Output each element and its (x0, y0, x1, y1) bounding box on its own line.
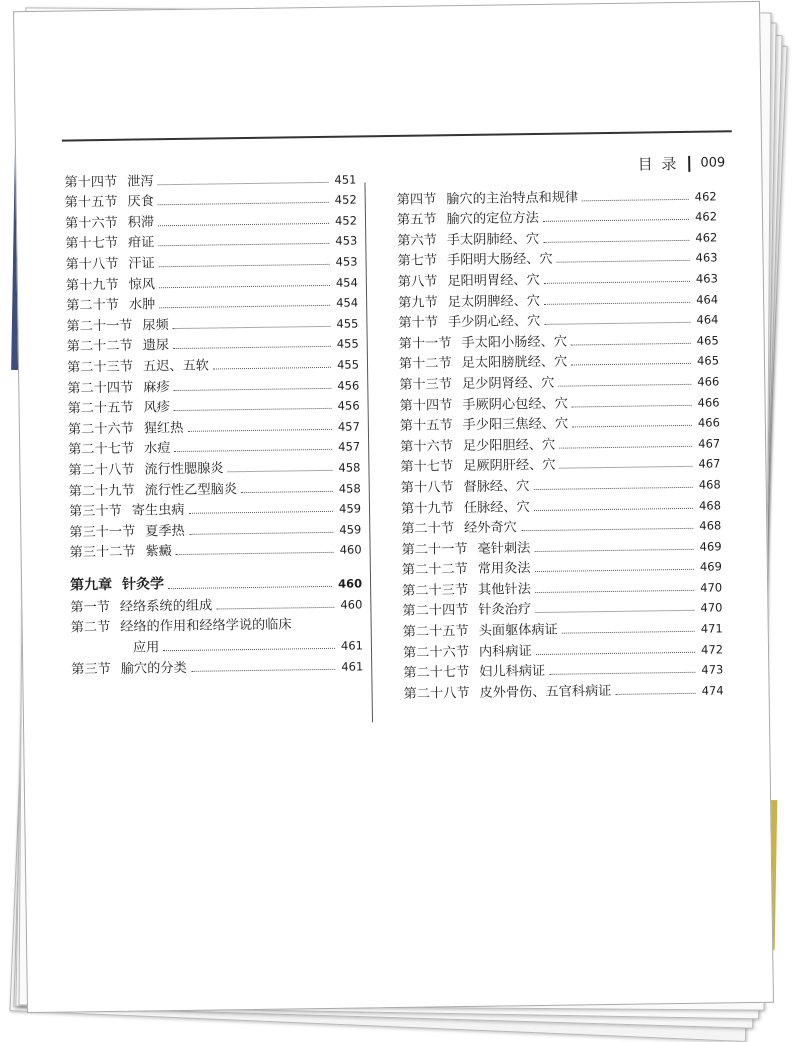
section-title: 头面躯体病证 (478, 622, 558, 639)
section-page: 459 (339, 522, 362, 537)
section-number: 第三十节 (68, 503, 122, 520)
section-title: 足阳明胃经、穴 (447, 272, 540, 290)
section-page: 472 (700, 642, 724, 657)
section-number: 第一节 (70, 599, 111, 616)
leader-dots (582, 198, 689, 200)
section-title: 毫针刺法 (477, 540, 531, 557)
section-number: 第二十九节 (68, 483, 135, 500)
section-number: 第十四节 (399, 397, 453, 414)
section-number: 第十三节 (399, 377, 453, 393)
section-title: 皮外骨伤、五官科病证 (479, 683, 612, 701)
section-page: 462 (694, 209, 718, 224)
section-title: 妇儿科病证 (479, 664, 546, 681)
section-page: 458 (338, 480, 361, 496)
section-page: 474 (701, 683, 724, 698)
section-title: 常用灸法 (477, 561, 531, 578)
leader-dots (173, 326, 331, 329)
section-number: 第二十二节 (66, 338, 133, 355)
section-title: 腧穴的定位方法 (446, 211, 539, 228)
toc-entry (69, 536, 361, 561)
section-number: 第二节 (70, 620, 111, 636)
section-page: 464 (696, 312, 719, 327)
section-title: 任脉经、穴 (463, 499, 530, 516)
section-title: 水痘 (144, 441, 171, 457)
section-title: 经络系统的组成 (119, 598, 213, 615)
leader-dots (571, 363, 691, 366)
section-number: 第二十六节 (67, 421, 134, 438)
section-page: 460 (339, 542, 362, 558)
toc-right-column (397, 182, 724, 701)
section-page: 465 (696, 353, 720, 369)
leader-dots (571, 343, 691, 346)
leader-dots (159, 305, 330, 308)
header-title: 目 录 (637, 154, 679, 174)
leader-dots (187, 429, 332, 432)
leader-dots (158, 223, 329, 226)
section-number: 第五节 (396, 212, 437, 229)
section-page: 463 (695, 250, 718, 266)
section-page: 467 (698, 456, 721, 472)
leader-dots (559, 446, 692, 449)
section-page: 454 (335, 275, 358, 290)
leader-dots (562, 631, 695, 634)
section-number: 第二十三节 (66, 359, 134, 376)
section-title: 内科病证 (478, 643, 532, 660)
section-number: 第八节 (397, 274, 438, 290)
section-number: 第十六节 (400, 438, 454, 455)
section-number: 第十四节 (64, 174, 118, 191)
section-number: 第三十一节 (69, 524, 136, 541)
leader-dots (174, 408, 332, 411)
section-number: 第二十四节 (67, 380, 134, 397)
section-title: 足太阴脾经、穴 (447, 293, 541, 310)
chapter-number: 第九章 (69, 577, 113, 594)
section-page: 455 (336, 336, 359, 352)
leader-dots (174, 387, 332, 390)
leader-dots (175, 449, 333, 452)
section-title: 水肿 (128, 297, 156, 313)
section-page: 452 (334, 213, 358, 228)
leader-dots (521, 528, 694, 531)
leader-dots (216, 607, 334, 610)
leader-dots (228, 470, 333, 472)
section-number: 第二十七节 (68, 441, 135, 458)
toc-left-column (64, 165, 363, 677)
section-number: 第二十五节 (67, 400, 134, 417)
section-title-continuation: 应用 (132, 640, 160, 656)
section-title: 惊风 (128, 276, 156, 293)
section-title: 经络的作用和经络学说的临床 (120, 617, 292, 636)
leader-dots (549, 672, 695, 675)
section-page: 468 (698, 497, 722, 513)
section-page: 460 (340, 597, 363, 612)
section-title: 尿频 (142, 317, 169, 334)
leader-dots (213, 367, 331, 370)
section-title: 遗尿 (142, 338, 170, 354)
leader-dots (163, 648, 335, 651)
section-title: 腧穴的分类 (120, 660, 187, 677)
section-title: 手阳明大肠经、穴 (447, 252, 553, 269)
section-page: 466 (697, 415, 720, 430)
section-page: 457 (337, 419, 360, 434)
leader-dots (159, 264, 330, 267)
section-page: 455 (336, 316, 359, 331)
leader-dots (176, 552, 334, 555)
section-title: 汗证 (128, 256, 155, 272)
leader-dots (534, 549, 693, 552)
header-page-number: 009 (700, 155, 726, 171)
leader-dots (544, 322, 690, 325)
leader-dots (572, 404, 692, 407)
toc-entry (71, 653, 363, 678)
leader-dots (544, 301, 690, 304)
leader-dots (557, 260, 690, 263)
section-title: 足少阳胆经、穴 (462, 437, 556, 454)
section-number: 第二十三节 (402, 582, 469, 599)
section-number: 第二十一节 (401, 541, 468, 558)
section-title: 积滞 (127, 215, 155, 231)
leader-dots (572, 425, 692, 428)
section-title: 足厥阴肝经、穴 (463, 458, 556, 475)
section-page: 456 (337, 377, 360, 393)
section-number: 第六节 (397, 233, 437, 249)
section-number: 第十五节 (399, 418, 453, 435)
leader-dots (535, 610, 694, 613)
section-page: 461 (341, 659, 364, 674)
leader-dots (543, 240, 689, 243)
section-title: 其他针法 (478, 581, 531, 598)
leader-dots (536, 651, 695, 654)
section-number: 第十节 (398, 315, 439, 332)
section-page: 471 (700, 621, 723, 636)
page-header (637, 152, 725, 174)
section-page: 470 (700, 600, 723, 616)
section-page: 465 (696, 333, 719, 348)
section-page: 462 (695, 230, 718, 245)
section-number: 第九节 (398, 294, 438, 311)
section-number: 第二十八节 (68, 462, 135, 479)
section-title: 腧穴的主治特点和规律 (446, 189, 579, 207)
section-number: 第二十一节 (66, 318, 133, 335)
section-number: 第三节 (71, 661, 111, 678)
column-divider (364, 182, 373, 722)
leader-dots (158, 202, 329, 205)
section-number: 第十九节 (400, 500, 454, 517)
section-number: 第二十二节 (401, 562, 468, 579)
section-page: 455 (336, 357, 360, 372)
leader-dots (534, 507, 693, 510)
section-title: 手太阴肺经、穴 (446, 231, 540, 249)
leader-dots (159, 284, 330, 287)
section-page: 463 (695, 271, 718, 286)
section-page: 470 (700, 580, 723, 595)
section-title: 猩红热 (143, 420, 184, 437)
section-number: 第七节 (397, 253, 438, 270)
section-page: 473 (701, 662, 724, 677)
leader-dots (191, 668, 336, 671)
section-title: 足少阴肾经、穴 (461, 375, 555, 392)
chapter-page: 460 (337, 576, 363, 592)
section-number: 第十八节 (65, 256, 119, 273)
section-page: 452 (334, 192, 357, 207)
section-title: 紫癜 (145, 544, 173, 560)
section-number: 第三十二节 (69, 544, 136, 561)
section-number: 第二十八节 (403, 685, 470, 702)
section-title: 泄泻 (127, 173, 154, 190)
leader-dots (241, 490, 333, 492)
section-title: 足太阳膀胱经、穴 (461, 354, 568, 372)
section-title: 风疹 (143, 400, 171, 416)
section-number: 第二十五节 (402, 624, 469, 640)
section-title: 督脉经、穴 (463, 479, 530, 495)
section-page: 457 (338, 439, 361, 455)
leader-dots (158, 181, 329, 184)
section-page: 467 (698, 436, 721, 451)
section-title: 寄生虫病 (131, 503, 185, 519)
section-number: 第十六节 (64, 215, 118, 232)
section-title: 手少阴心经、穴 (447, 314, 541, 331)
section-page: 466 (697, 394, 720, 410)
leader-dots (543, 219, 689, 222)
section-page: 451 (334, 172, 357, 187)
section-title: 手厥阴心包经、穴 (462, 396, 568, 413)
section-number: 第二十六节 (402, 644, 470, 661)
header-rule (62, 130, 732, 141)
section-page: 464 (696, 292, 719, 307)
section-title: 厌食 (127, 194, 154, 210)
leader-dots (544, 281, 690, 284)
section-page: 453 (335, 233, 358, 249)
section-page: 453 (335, 254, 358, 269)
section-page: 469 (699, 559, 722, 575)
section-page: 456 (337, 398, 360, 413)
header-separator (688, 155, 690, 171)
section-number: 第四节 (396, 191, 437, 208)
leader-dots (158, 243, 329, 246)
leader-dots (189, 532, 334, 535)
section-number: 第二十四节 (402, 603, 469, 620)
section-title: 麻疹 (143, 379, 170, 396)
section-number: 第十二节 (398, 356, 452, 373)
section-number: 第十九节 (65, 277, 119, 294)
section-title: 夏季热 (145, 523, 185, 540)
leader-dots (535, 569, 694, 572)
section-page: 461 (340, 638, 364, 653)
section-number: 第十七节 (400, 459, 454, 476)
leader-dots (558, 384, 691, 387)
section-number: 第十五节 (64, 195, 118, 211)
section-page: 459 (338, 501, 362, 516)
section-number: 第十八节 (400, 480, 454, 496)
leader-dots (560, 466, 693, 469)
section-page: 466 (697, 374, 720, 389)
leader-dots (173, 346, 331, 349)
section-number: 第二十七节 (403, 665, 470, 682)
toc-page (13, 1, 774, 1013)
section-number: 第二十节 (401, 521, 455, 537)
section-page: 469 (699, 539, 722, 554)
section-title: 流行性乙型脑炎 (144, 481, 238, 498)
section-title: 针灸治疗 (478, 602, 532, 619)
section-title: 五迟、五软 (142, 358, 209, 375)
section-title: 经外奇穴 (463, 520, 517, 537)
leader-dots (168, 586, 332, 589)
section-page: 468 (699, 518, 722, 533)
leader-dots (189, 511, 334, 514)
section-page: 468 (698, 477, 721, 492)
leader-dots (615, 693, 695, 695)
leader-dots (535, 590, 694, 593)
section-page: 462 (694, 189, 717, 204)
section-title: 流行性腮腺炎 (144, 461, 224, 478)
section-title: 手少阳三焦经、穴 (462, 416, 569, 434)
section-number: 第十一节 (398, 335, 452, 352)
section-title: 疳证 (127, 235, 155, 252)
section-page: 458 (338, 460, 361, 475)
section-page: 454 (336, 295, 359, 310)
chapter-title: 针灸学 (121, 576, 165, 594)
section-number: 第十七节 (65, 236, 119, 252)
leader-dots (533, 487, 692, 490)
section-title: 手太阳小肠经、穴 (461, 334, 568, 351)
section-number: 第二十节 (66, 297, 120, 314)
